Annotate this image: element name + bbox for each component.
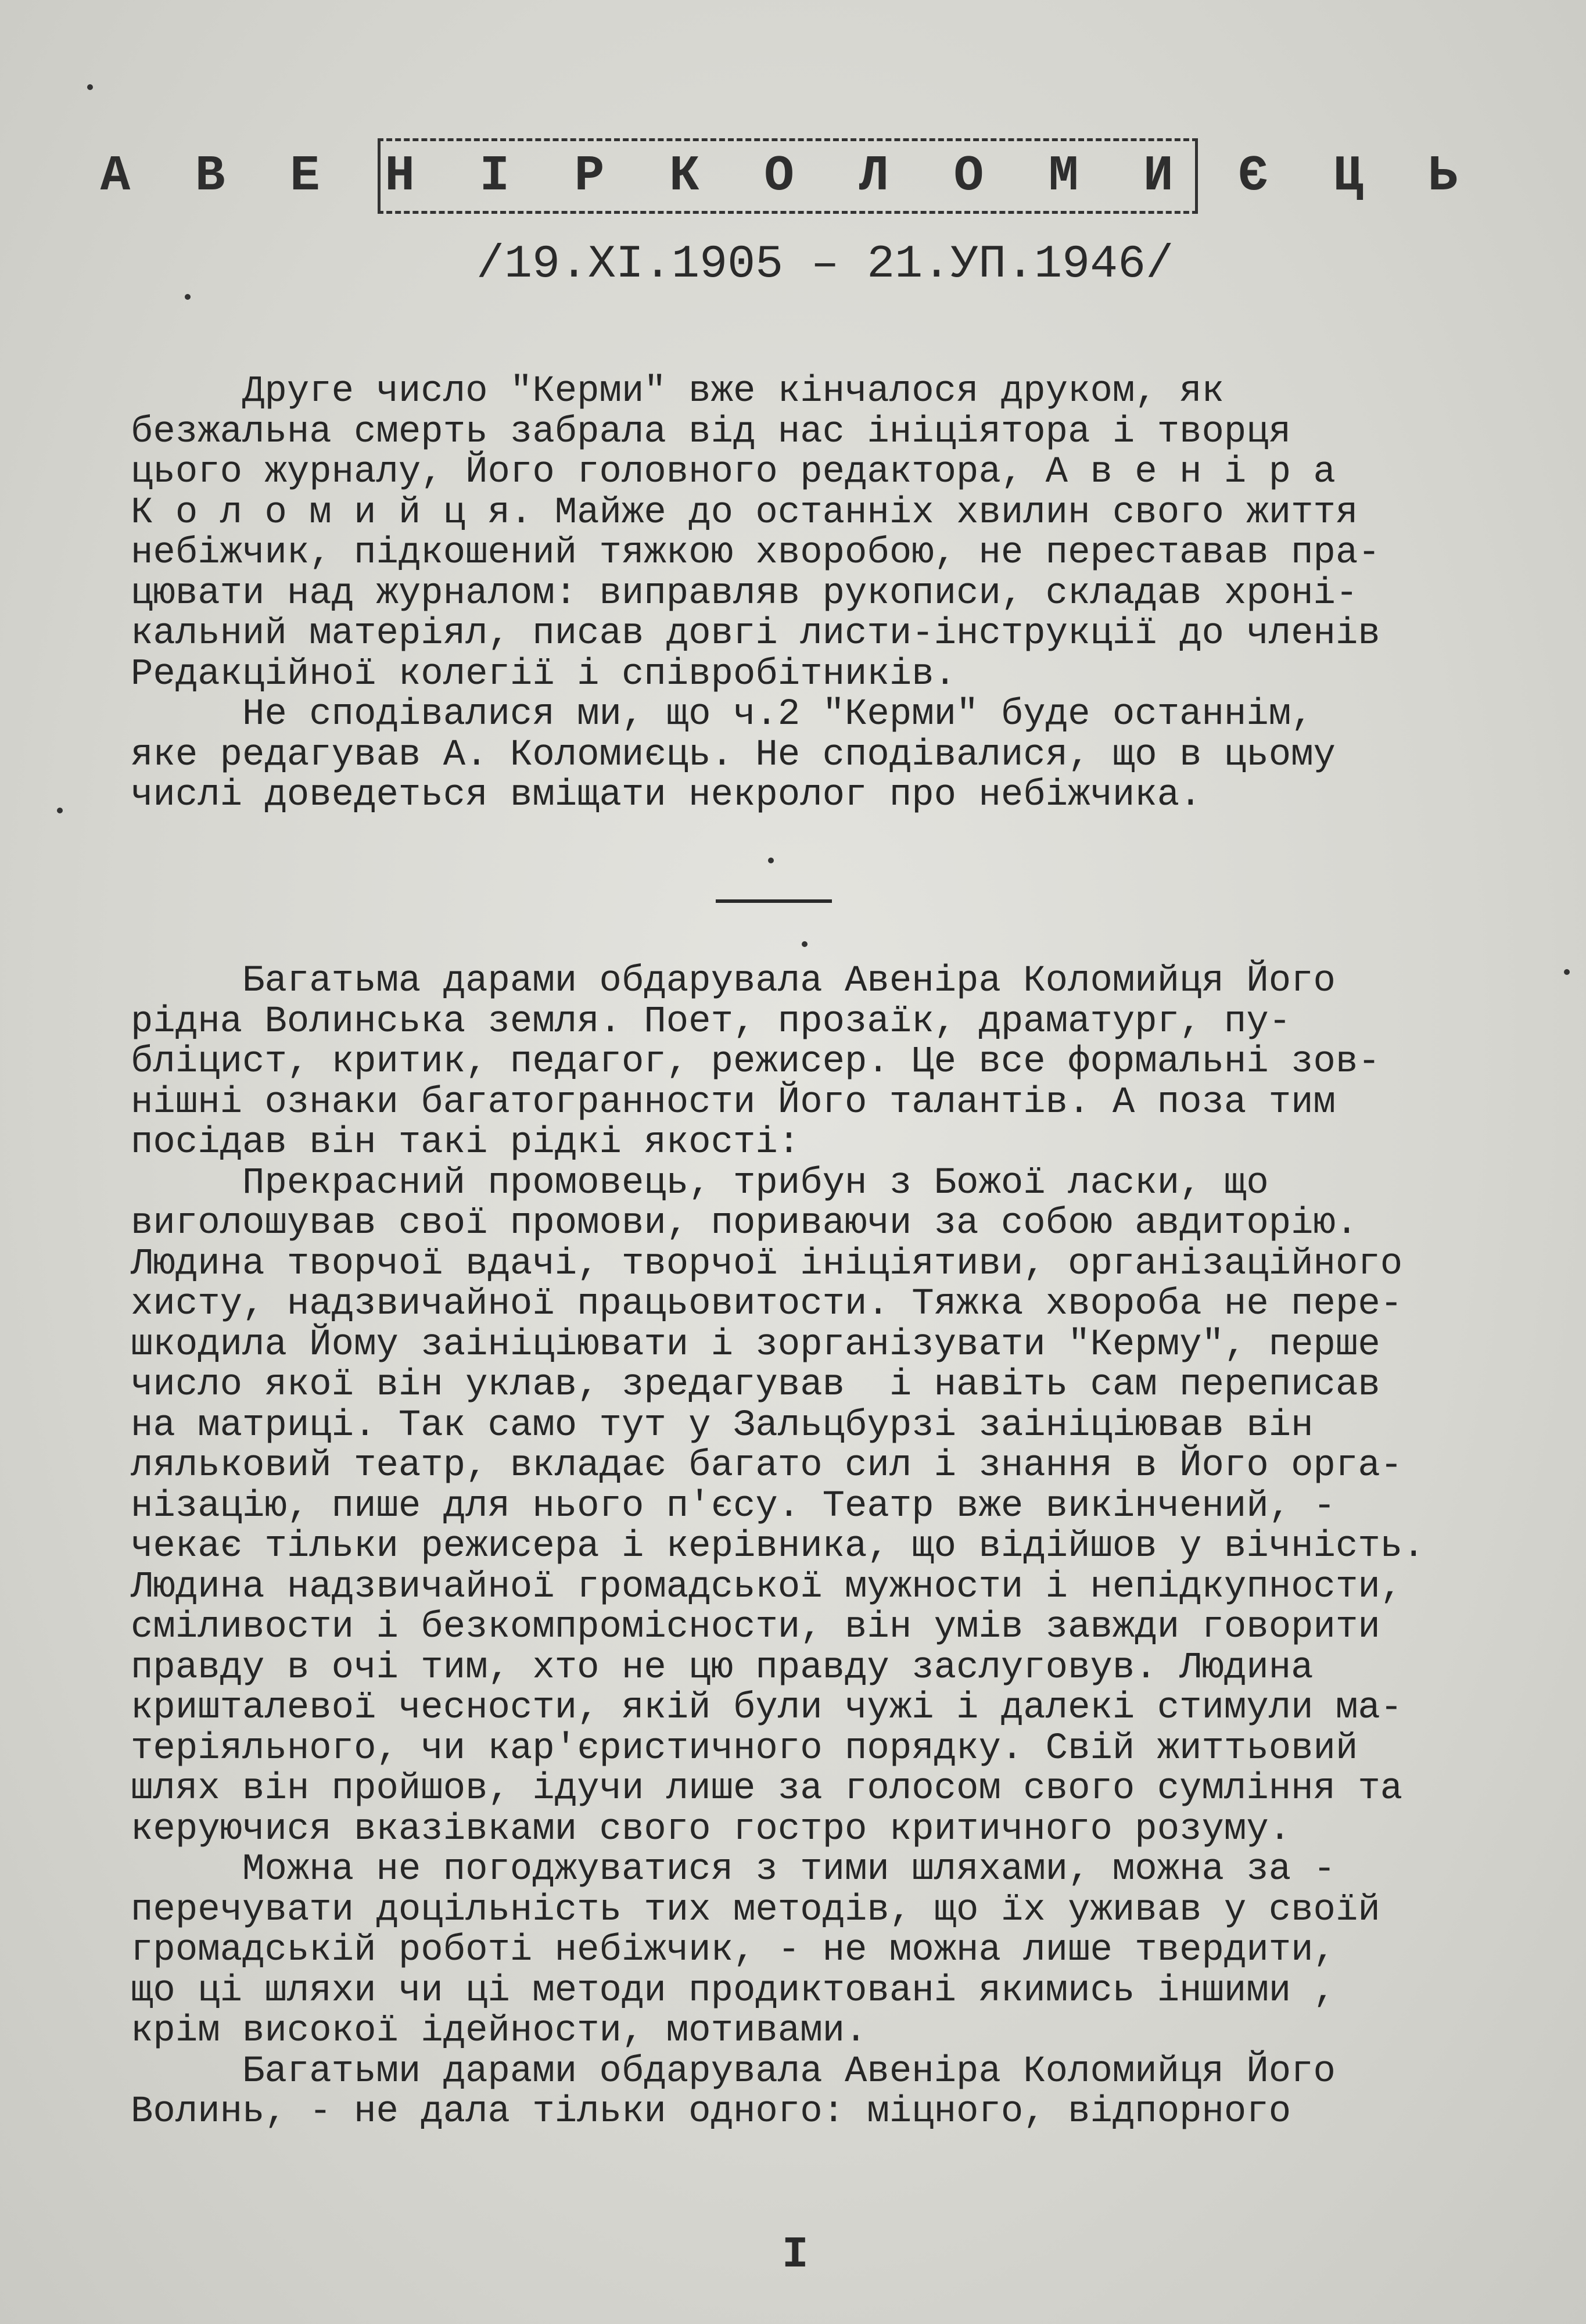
text-line: Людина надзвичайної громадської мужности і непідкупности, (131, 1566, 1403, 1608)
title-box (100, 138, 1476, 214)
text-line: яке редагував А. Коломиєць. Не сподівалися, що в цьому (131, 734, 1336, 776)
text-line: небіжчик, підкошений тяжкою хворобою, не переставав пра- (131, 532, 1380, 574)
text-line: хисту, надзвичайної працьовитости. Тяжка хвороба не пере- (131, 1283, 1403, 1325)
text-line: перечувати доцільність тих методів, що їх уживав у своїй (131, 1889, 1380, 1931)
section-separator (716, 899, 832, 903)
text-line: безжальна смерть забрала від нас ініціятора і творця (131, 411, 1291, 453)
life-dates: /19.XI.1905 – 21.УП.1946/ (476, 238, 1174, 291)
text-line: числі доведеться вміщати некролог про небіжчика. (131, 774, 1202, 816)
page-title: А В Е Н І Р К О Л О М И Є Ц Ь (100, 148, 1476, 205)
text-line: Людина творчої вдачі, творчої ініціятиви, організаційного (131, 1243, 1403, 1285)
text-line: число якої він уклав, зредагував і навіть сам переписав (131, 1364, 1380, 1406)
text-line: К о л о м и й ц я. Майже до останніх хвилин свого життя (131, 492, 1358, 534)
text-line: кришталевої чесности, якій були чужі і далекі стимули ма- (131, 1687, 1403, 1729)
text-line: теріяльного, чи кар'єристичного порядку. Свій життьовий (131, 1727, 1358, 1770)
text-line: Прекрасний промовець, трибун з Божої ласки, що (131, 1162, 1269, 1204)
text-line: рідна Волинська земля. Поет, прозаїк, драматург, пу- (131, 1000, 1291, 1043)
ink-speck (768, 858, 774, 863)
text-line: посідав він такі рідкі якості: (131, 1122, 801, 1164)
text-line: Не сподівалися ми, що ч.2 "Керми" буде останнім, (131, 694, 1314, 736)
page-number: I (782, 2230, 809, 2280)
text-line: сміливости і безкомпромісности, він умів завжди говорити (131, 1606, 1380, 1648)
text-line: громадській роботі небіжчик, - не можна лише твердити, (131, 1930, 1336, 1971)
text-line: кальний матеріял, писав довгі листи-інструкції до членів (131, 613, 1380, 655)
text-line: чекає тільки режисера і керівника, що відійшов у вічність. (131, 1526, 1425, 1568)
text-line: Можна не погоджуватися з тими шляхами, можна за - (131, 1849, 1336, 1891)
ink-speck (802, 941, 808, 947)
text-line: бліцист, критик, педагог, режисер. Це все формальні зов- (131, 1041, 1380, 1083)
text-line: ляльковий театр, вкладає багато сил і знання в Його орга- (131, 1445, 1403, 1487)
text-line: нішні ознаки багатогранности Його талантів. А поза тим (131, 1081, 1336, 1124)
text-line: крім високої ідейности, мотивами. (131, 2010, 867, 2052)
text-line: нізацію, пише для нього п'єсу. Театр вже викінчений, - (131, 1485, 1336, 1527)
text-line: шкодила Йому заініціювати і зорганізувати "Керму", перше (131, 1324, 1380, 1366)
opening-paragraph (131, 372, 1502, 816)
text-line: Друге число "Керми" вже кінчалося друком, як (131, 371, 1224, 413)
text-line: Багатьми дарами обдарувала Авеніра Коломийця Його (131, 2050, 1336, 2093)
ink-speck (57, 808, 63, 813)
text-line: на матриці. Так само тут у Зальцбурзі заініціював він (131, 1404, 1314, 1447)
text-line: правду в очі тим, хто не цю правду заслуговув. Людина (131, 1647, 1314, 1689)
text-line: Багатьма дарами обдарувала Авеніра Коломийця Його (131, 960, 1336, 1002)
text-line: керуючися вказівками свого гостро критичного розуму. (131, 1808, 1291, 1850)
text-line: Волинь, - не дала тільки одного: міцного, відпорного (131, 2091, 1291, 2133)
ink-speck (185, 294, 191, 300)
text-line: цього журналу, Його головного редактора, А в е н і р а (131, 451, 1336, 493)
ink-speck (87, 84, 93, 90)
text-line: Редакційної колегії і співробітників. (131, 653, 957, 695)
text-line: шлях він пройшов, ідучи лише за голосом свого сумління та (131, 1768, 1403, 1810)
main-paragraph (131, 962, 1502, 2133)
text-line: виголошував свої промови, пориваючи за собою авдиторію. (131, 1203, 1358, 1245)
text-line: цювати над журналом: виправляв рукописи, складав хроні- (131, 572, 1358, 615)
ink-speck (1564, 969, 1570, 975)
text-line: що ці шляхи чи ці методи продиктовані якимись іншими , (131, 1970, 1336, 2012)
